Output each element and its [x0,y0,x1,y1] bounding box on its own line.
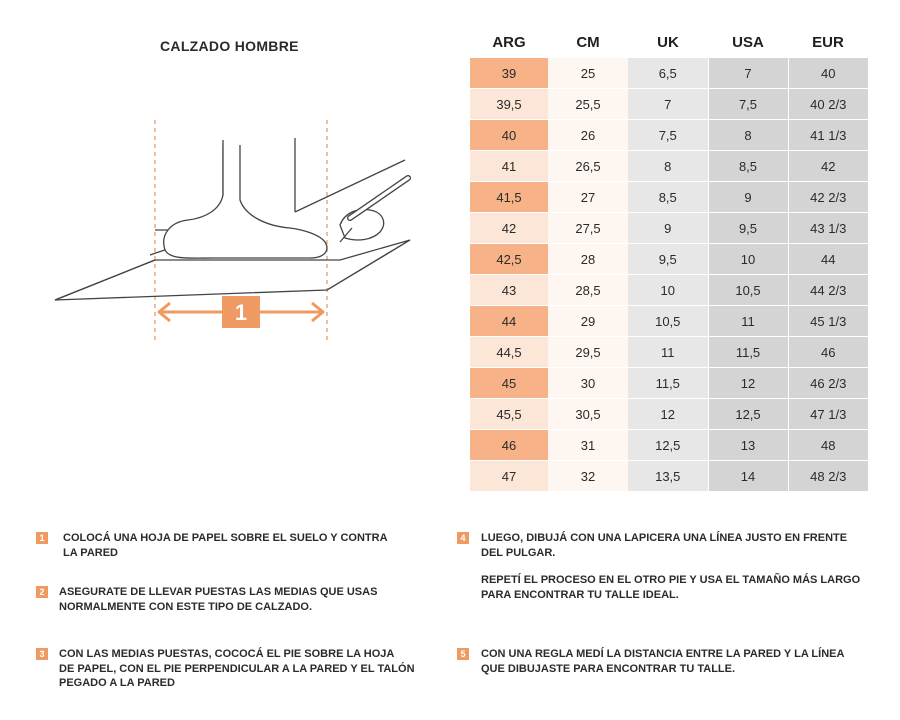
size-cell-cm: 25 [548,58,628,89]
size-row [470,89,868,120]
size-row [470,368,868,399]
size-row [470,306,868,337]
step-4 [457,531,860,602]
size-cell-arg: 46 [470,430,548,461]
header-cm: CM [576,33,600,51]
size-cell-usa: 10,5 [708,275,788,306]
header-usa: USA [732,33,764,51]
size-table [470,26,868,492]
size-cell-arg: 41 [470,151,548,182]
step-text: PARA ENCONTRAR TU TALLE IDEAL. [481,588,679,601]
size-cell-cm: 27,5 [548,213,628,244]
step-text: CON LAS MEDIAS PUESTAS, COCOCÁ EL PIE SOBRE LA HOJA [59,648,395,660]
size-cell-eur: 40 2/3 [788,89,868,120]
size-cell-eur: 41 1/3 [788,120,868,151]
size-cell-cm: 28 [548,244,628,275]
size-row [470,151,868,182]
size-row [470,399,868,430]
size-cell-eur: 48 2/3 [788,461,868,492]
size-cell-cm: 31 [548,430,628,461]
size-cell-usa: 10 [708,244,788,275]
foot-outline [164,145,327,258]
step-badge: 3 [36,648,48,660]
size-cell-uk: 6,5 [628,58,708,89]
size-cell-cm: 32 [548,461,628,492]
size-cell-uk: 7,5 [628,120,708,151]
size-cell-uk: 12,5 [628,430,708,461]
size-cell-uk: 13,5 [628,461,708,492]
size-cell-uk: 7 [628,89,708,120]
size-cell-cm: 26,5 [548,151,628,182]
size-cell-uk: 12 [628,399,708,430]
step-text: LA PARED [63,546,118,559]
step-text: CON UNA REGLA MEDÍ LA DISTANCIA ENTRE LA PARED Y LA LÍNEA [481,648,845,660]
size-cell-eur: 47 1/3 [788,399,868,430]
size-cell-eur: 46 2/3 [788,368,868,399]
size-cell-arg: 47 [470,461,548,492]
size-cell-eur: 43 1/3 [788,213,868,244]
size-cell-eur: 40 [788,58,868,89]
size-cell-uk: 8 [628,151,708,182]
size-cell-arg: 45,5 [470,399,548,430]
size-cell-eur: 44 2/3 [788,275,868,306]
size-cell-arg: 42 [470,213,548,244]
size-cell-usa: 11 [708,306,788,337]
size-cell-eur: 44 [788,244,868,275]
step-text: REPETÍ EL PROCESO EN EL OTRO PIE Y USA EL TAMAÑO MÁS LARGO [481,574,861,586]
size-cell-cm: 27 [548,182,628,213]
step-text: NORMALMENTE CON ESTE TIPO DE CALZADO. [59,600,312,613]
step-text: ASEGURATE DE LLEVAR PUESTAS LAS MEDIAS QUE USAS [59,586,378,598]
size-cell-cm: 30 [548,368,628,399]
size-cell-arg: 44,5 [470,337,548,368]
step-badge: 5 [457,648,469,660]
size-cell-uk: 11,5 [628,368,708,399]
size-cell-usa: 7,5 [708,89,788,120]
step-text: PEGADO A LA PARED [59,677,175,689]
header-arg: ARG [492,33,526,51]
size-cell-arg: 39,5 [470,89,548,120]
step-5 [457,647,844,676]
size-cell-usa: 9 [708,182,788,213]
size-row [470,461,868,492]
measure-marker-label: 1 [234,300,248,325]
size-cell-uk: 11 [628,337,708,368]
header-uk: UK [657,33,679,51]
size-cell-eur: 48 [788,430,868,461]
size-cell-arg: 39 [470,58,548,89]
size-cell-uk: 9 [628,213,708,244]
size-row [470,120,868,151]
size-cell-eur: 45 1/3 [788,306,868,337]
size-cell-eur: 46 [788,337,868,368]
size-cell-cm: 30,5 [548,399,628,430]
size-cell-cm: 29 [548,306,628,337]
size-cell-usa: 8 [708,120,788,151]
size-cell-eur: 42 [788,151,868,182]
size-row [470,275,868,306]
size-cell-eur: 42 2/3 [788,182,868,213]
hand-outline [340,210,384,240]
size-cell-arg: 45 [470,368,548,399]
size-cell-uk: 10 [628,275,708,306]
size-cell-cm: 26 [548,120,628,151]
size-row [470,182,868,213]
size-cell-usa: 9,5 [708,213,788,244]
size-cell-arg: 44 [470,306,548,337]
size-cell-cm: 25,5 [548,89,628,120]
size-cell-usa: 7 [708,58,788,89]
foot-measure-illustration [40,100,440,350]
size-row [470,337,868,368]
size-cell-usa: 13 [708,430,788,461]
step-text: LUEGO, DIBUJÁ CON UNA LAPICERA UNA LÍNEA JUSTO EN FRENTE [481,532,848,544]
size-cell-arg: 42,5 [470,244,548,275]
size-row [470,58,868,89]
step-badge: 2 [36,586,48,598]
step-2 [36,585,377,614]
header-eur: EUR [812,33,844,51]
size-cell-arg: 43 [470,275,548,306]
size-row [470,244,868,275]
step-text: DEL PULGAR. [481,546,556,559]
step-text: DE PAPEL, CON EL PIE PERPENDICULAR A LA PARED Y EL TALÓN [59,662,415,675]
step-badge: 4 [457,532,469,544]
size-cell-usa: 8,5 [708,151,788,182]
size-cell-usa: 12 [708,368,788,399]
size-cell-arg: 40 [470,120,548,151]
page-title: CALZADO HOMBRE [160,38,299,54]
size-cell-usa: 11,5 [708,337,788,368]
step-badge: 1 [36,532,48,544]
size-cell-arg: 41,5 [470,182,548,213]
size-table-header [470,26,868,58]
size-row [470,213,868,244]
size-cell-uk: 10,5 [628,306,708,337]
size-cell-cm: 29,5 [548,337,628,368]
size-cell-usa: 14 [708,461,788,492]
size-cell-uk: 9,5 [628,244,708,275]
size-row [470,430,868,461]
size-cell-uk: 8,5 [628,182,708,213]
step-1 [36,531,388,560]
step-3 [36,647,415,691]
size-cell-cm: 28,5 [548,275,628,306]
step-text: COLOCÁ UNA HOJA DE PAPEL SOBRE EL SUELO Y CONTRA [63,532,388,544]
size-cell-usa: 12,5 [708,399,788,430]
step-text: QUE DIBUJASTE PARA ENCONTRAR TU TALLE. [481,662,736,675]
